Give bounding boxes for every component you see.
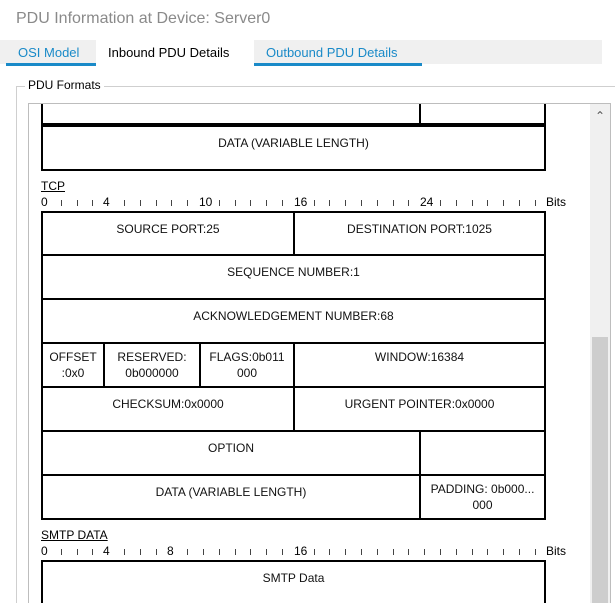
tcp-offset-line1: OFFSET bbox=[49, 350, 97, 364]
ruler-tick bbox=[77, 549, 78, 555]
ruler-tick bbox=[156, 549, 157, 555]
ip-field-row-top-right bbox=[419, 103, 546, 125]
ruler-tick bbox=[408, 549, 409, 555]
ruler-tick bbox=[203, 549, 204, 555]
tcp-reserved-line2: 0b000000 bbox=[125, 366, 179, 380]
ruler-tick bbox=[219, 549, 220, 555]
ruler-tick bbox=[424, 549, 425, 555]
tcp-source-port: SOURCE PORT:25 bbox=[41, 211, 295, 256]
ruler-tick bbox=[393, 549, 394, 555]
ruler-tick bbox=[377, 200, 378, 206]
ruler-tick bbox=[361, 549, 362, 555]
ruler-tick bbox=[140, 200, 141, 206]
tcp-ruler-unit: Bits bbox=[546, 195, 567, 209]
ruler-tick bbox=[440, 200, 441, 206]
ruler-tick bbox=[156, 200, 157, 206]
ruler-tick bbox=[519, 549, 520, 555]
ruler-tick bbox=[235, 200, 236, 206]
ruler-tick bbox=[266, 549, 267, 555]
ruler-tick bbox=[61, 549, 62, 555]
smtp-ruler-8: 8 bbox=[167, 544, 174, 558]
ruler-tick bbox=[472, 200, 473, 206]
ruler-tick bbox=[250, 200, 251, 206]
tcp-option: OPTION bbox=[41, 430, 421, 476]
ruler-tick bbox=[61, 200, 62, 206]
ruler-tick bbox=[472, 549, 473, 555]
ip-data-field: DATA (VARIABLE LENGTH) bbox=[41, 125, 546, 171]
tab-inbound-pdu-details[interactable]: Inbound PDU Details bbox=[96, 40, 254, 66]
ruler-tick bbox=[171, 200, 172, 206]
ruler-tick bbox=[187, 549, 188, 555]
pdu-formats-panel[interactable] bbox=[28, 103, 611, 603]
ruler-tick bbox=[519, 200, 520, 206]
ruler-tick bbox=[92, 549, 93, 555]
ruler-tick bbox=[92, 200, 93, 206]
ruler-tick bbox=[456, 200, 457, 206]
smtp-ruler-4: 4 bbox=[103, 544, 110, 558]
ruler-tick bbox=[219, 200, 220, 206]
ruler-tick bbox=[314, 549, 315, 555]
ruler-tick bbox=[77, 200, 78, 206]
tcp-ruler-16: 16 bbox=[294, 195, 308, 209]
ruler-tick bbox=[535, 549, 536, 555]
tcp-padding-line1: PADDING: 0b000... bbox=[430, 482, 535, 496]
ruler-tick bbox=[250, 549, 251, 555]
ip-field-row-top-left bbox=[41, 103, 421, 125]
tab-osi-model[interactable]: OSI Model bbox=[6, 40, 96, 66]
ruler-tick bbox=[282, 200, 283, 206]
ruler-tick bbox=[487, 200, 488, 206]
tcp-flags-line1: FLAGS:0b011 bbox=[209, 350, 285, 364]
smtp-ruler-0: 0 bbox=[41, 544, 48, 558]
ruler-tick bbox=[408, 200, 409, 206]
tcp-reserved bbox=[103, 342, 201, 388]
window-title: PDU Information at Device: Server0 bbox=[16, 10, 271, 27]
ruler-tick bbox=[440, 549, 441, 555]
ruler-tick bbox=[124, 200, 125, 206]
ruler-tick bbox=[235, 549, 236, 555]
tab-outbound-pdu-details[interactable]: Outbound PDU Details bbox=[254, 40, 422, 66]
smtp-ruler-unit: Bits bbox=[546, 544, 567, 558]
tcp-offset-line2: :0x0 bbox=[61, 366, 85, 380]
ruler-tick bbox=[345, 200, 346, 206]
tcp-offset bbox=[41, 342, 105, 388]
ruler-tick bbox=[345, 549, 346, 555]
tcp-flags-line2: 000 bbox=[236, 366, 258, 380]
tcp-ruler-24: 24 bbox=[420, 195, 434, 209]
scrollbar-thumb[interactable] bbox=[592, 337, 608, 603]
tcp-ruler-4: 4 bbox=[103, 195, 110, 209]
tcp-ruler-10: 10 bbox=[199, 195, 213, 209]
ruler-tick bbox=[329, 549, 330, 555]
ruler-tick bbox=[361, 200, 362, 206]
ruler-tick bbox=[329, 200, 330, 206]
tab-bar bbox=[0, 40, 615, 66]
tcp-section-title: TCP bbox=[41, 179, 65, 193]
tcp-acknowledgement-number: ACKNOWLEDGEMENT NUMBER:68 bbox=[41, 298, 546, 344]
tcp-padding-line2: 000 bbox=[472, 498, 493, 512]
tcp-checksum: CHECKSUM:0x0000 bbox=[41, 386, 295, 432]
smtp-ruler-16: 16 bbox=[294, 544, 308, 558]
tcp-sequence-number: SEQUENCE NUMBER:1 bbox=[41, 254, 546, 300]
tcp-padding bbox=[419, 474, 546, 520]
smtp-section-title: SMTP DATA bbox=[41, 528, 108, 542]
tcp-window: WINDOW:16384 bbox=[293, 342, 546, 388]
ruler-tick bbox=[187, 200, 188, 206]
tcp-urgent-pointer: URGENT POINTER:0x0000 bbox=[293, 386, 546, 432]
vertical-scrollbar[interactable] bbox=[590, 104, 610, 603]
ruler-tick bbox=[282, 549, 283, 555]
tcp-flags bbox=[199, 342, 295, 388]
ruler-tick bbox=[535, 200, 536, 206]
tcp-reserved-line1: RESERVED: bbox=[117, 350, 187, 364]
smtp-data-field: SMTP Data bbox=[41, 560, 546, 603]
tcp-data: DATA (VARIABLE LENGTH) bbox=[41, 474, 421, 520]
pdu-formats-label: PDU Formats bbox=[25, 78, 104, 92]
tcp-ruler-0: 0 bbox=[41, 195, 48, 209]
ruler-tick bbox=[124, 549, 125, 555]
ruler-tick bbox=[456, 549, 457, 555]
ruler-tick bbox=[266, 200, 267, 206]
ruler-tick bbox=[503, 200, 504, 206]
scroll-up-arrow-icon[interactable]: ⌃ bbox=[594, 109, 606, 123]
ruler-tick bbox=[377, 549, 378, 555]
tcp-destination-port: DESTINATION PORT:1025 bbox=[293, 211, 546, 256]
ruler-tick bbox=[503, 549, 504, 555]
ruler-tick bbox=[140, 549, 141, 555]
ruler-tick bbox=[393, 200, 394, 206]
ruler-tick bbox=[314, 200, 315, 206]
tcp-option-padding-top bbox=[419, 430, 546, 476]
ruler-tick bbox=[487, 549, 488, 555]
